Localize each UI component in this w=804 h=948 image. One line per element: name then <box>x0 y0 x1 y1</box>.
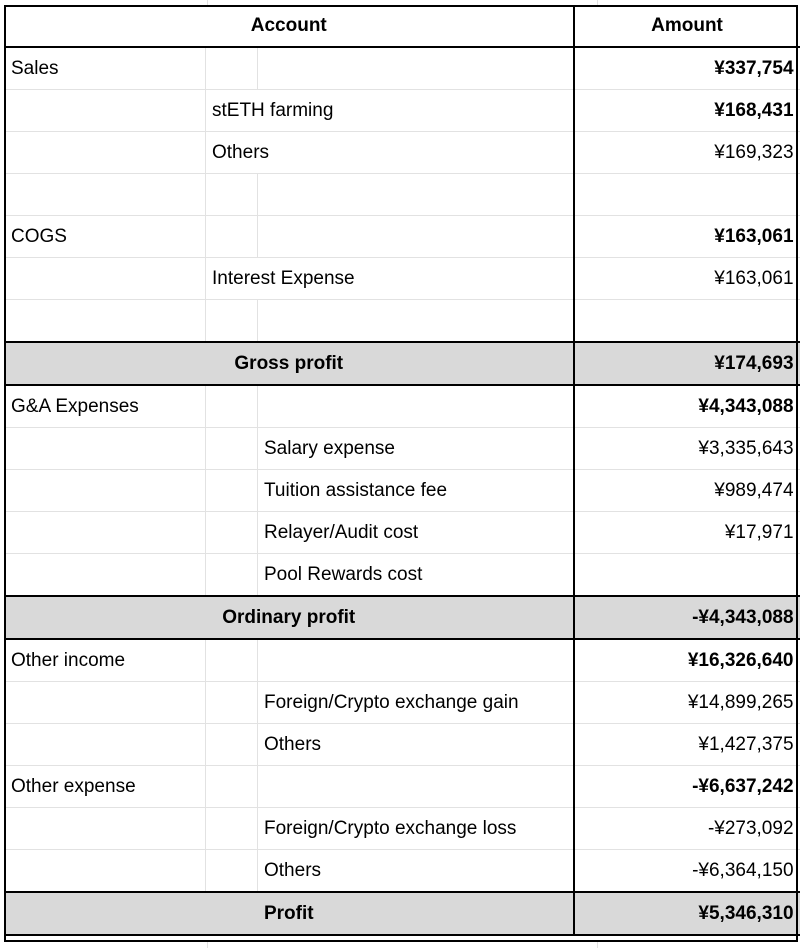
amount-cell[interactable]: ¥1,427,375 <box>574 724 800 766</box>
table-row <box>5 470 800 512</box>
total-label-cell[interactable]: Gross profit <box>5 342 574 385</box>
amount-cell[interactable]: -¥6,364,150 <box>574 850 800 893</box>
detail-account-cell[interactable]: Others <box>258 724 574 766</box>
indent-cell[interactable] <box>206 766 258 808</box>
amount-cell[interactable]: ¥174,693 <box>574 342 800 385</box>
table-body <box>5 5 800 935</box>
amount-cell[interactable]: ¥4,343,088 <box>574 385 800 428</box>
amount-cell[interactable]: ¥168,431 <box>574 90 800 132</box>
table-row <box>5 639 800 682</box>
table-row <box>5 808 800 850</box>
detail-account-cell[interactable] <box>258 766 574 808</box>
detail-account-cell[interactable] <box>258 47 574 90</box>
table-row <box>5 90 800 132</box>
table-row <box>5 258 800 300</box>
subaccount-cell[interactable]: Others <box>206 132 574 174</box>
detail-account-cell[interactable] <box>258 300 574 343</box>
account-cell[interactable] <box>5 90 206 132</box>
subaccount-cell[interactable]: Interest Expense <box>206 258 574 300</box>
indent-cell[interactable] <box>206 512 258 554</box>
account-cell[interactable]: COGS <box>5 216 206 258</box>
table-row <box>5 47 800 90</box>
amount-cell[interactable] <box>574 300 800 343</box>
detail-account-cell[interactable] <box>258 639 574 682</box>
amount-cell[interactable]: ¥14,899,265 <box>574 682 800 724</box>
amount-cell[interactable]: ¥337,754 <box>574 47 800 90</box>
amount-cell[interactable]: ¥163,061 <box>574 216 800 258</box>
table-row <box>5 385 800 428</box>
amount-cell[interactable]: -¥6,637,242 <box>574 766 800 808</box>
account-cell[interactable] <box>5 470 206 512</box>
table-row <box>5 174 800 216</box>
indent-cell[interactable] <box>206 724 258 766</box>
account-cell[interactable] <box>5 682 206 724</box>
table-row <box>5 512 800 554</box>
income-statement-table <box>4 5 800 936</box>
indent-cell[interactable] <box>206 428 258 470</box>
indent-cell[interactable] <box>206 639 258 682</box>
indent-cell[interactable] <box>206 554 258 597</box>
detail-account-cell[interactable]: Relayer/Audit cost <box>258 512 574 554</box>
amount-column-header[interactable]: Amount <box>574 5 800 47</box>
gridline <box>597 942 598 948</box>
amount-cell[interactable] <box>574 554 800 597</box>
amount-cell[interactable]: -¥273,092 <box>574 808 800 850</box>
indent-cell[interactable] <box>206 174 258 216</box>
table-row <box>5 766 800 808</box>
amount-cell[interactable]: ¥5,346,310 <box>574 892 800 935</box>
table-row <box>5 554 800 597</box>
table-row <box>5 682 800 724</box>
amount-cell[interactable]: ¥3,335,643 <box>574 428 800 470</box>
indent-cell[interactable] <box>206 300 258 343</box>
table-row <box>5 724 800 766</box>
gridline <box>207 942 208 948</box>
table-row <box>5 850 800 893</box>
detail-account-cell[interactable] <box>258 216 574 258</box>
indent-cell[interactable] <box>206 47 258 90</box>
account-cell[interactable] <box>5 554 206 597</box>
account-cell[interactable] <box>5 850 206 893</box>
detail-account-cell[interactable]: Foreign/Crypto exchange loss <box>258 808 574 850</box>
indent-cell[interactable] <box>206 216 258 258</box>
subaccount-cell[interactable]: stETH farming <box>206 90 574 132</box>
account-cell[interactable]: Sales <box>5 47 206 90</box>
detail-account-cell[interactable]: Others <box>258 850 574 893</box>
amount-cell[interactable]: ¥989,474 <box>574 470 800 512</box>
table-row <box>5 428 800 470</box>
account-cell[interactable] <box>5 808 206 850</box>
detail-account-cell[interactable]: Pool Rewards cost <box>258 554 574 597</box>
account-cell[interactable]: G&A Expenses <box>5 385 206 428</box>
indent-cell[interactable] <box>206 470 258 512</box>
indent-cell[interactable] <box>206 682 258 724</box>
detail-account-cell[interactable]: Tuition assistance fee <box>258 470 574 512</box>
total-row <box>5 892 800 935</box>
total-label-cell[interactable]: Profit <box>5 892 574 935</box>
table-row <box>5 300 800 343</box>
total-label-cell[interactable]: Ordinary profit <box>5 596 574 639</box>
detail-account-cell[interactable]: Foreign/Crypto exchange gain <box>258 682 574 724</box>
account-cell[interactable] <box>5 132 206 174</box>
amount-cell[interactable]: ¥17,971 <box>574 512 800 554</box>
indent-cell[interactable] <box>206 385 258 428</box>
amount-cell[interactable] <box>574 174 800 216</box>
table-row <box>5 216 800 258</box>
indent-cell[interactable] <box>206 808 258 850</box>
account-cell[interactable] <box>5 428 206 470</box>
account-cell[interactable] <box>5 258 206 300</box>
account-cell[interactable] <box>5 174 206 216</box>
total-row <box>5 342 800 385</box>
amount-cell[interactable]: -¥4,343,088 <box>574 596 800 639</box>
total-row <box>5 596 800 639</box>
account-cell[interactable] <box>5 724 206 766</box>
amount-cell[interactable]: ¥163,061 <box>574 258 800 300</box>
detail-account-cell[interactable] <box>258 174 574 216</box>
amount-cell[interactable]: ¥169,323 <box>574 132 800 174</box>
header-row <box>5 5 800 47</box>
table-row <box>5 132 800 174</box>
detail-account-cell[interactable]: Salary expense <box>258 428 574 470</box>
account-cell[interactable] <box>5 300 206 343</box>
indent-cell[interactable] <box>206 850 258 893</box>
detail-account-cell[interactable] <box>258 385 574 428</box>
account-cell[interactable]: Other income <box>5 639 206 682</box>
amount-cell[interactable]: ¥16,326,640 <box>574 639 800 682</box>
account-cell[interactable]: Other expense <box>5 766 206 808</box>
account-cell[interactable] <box>5 512 206 554</box>
account-column-header[interactable]: Account <box>5 5 574 47</box>
